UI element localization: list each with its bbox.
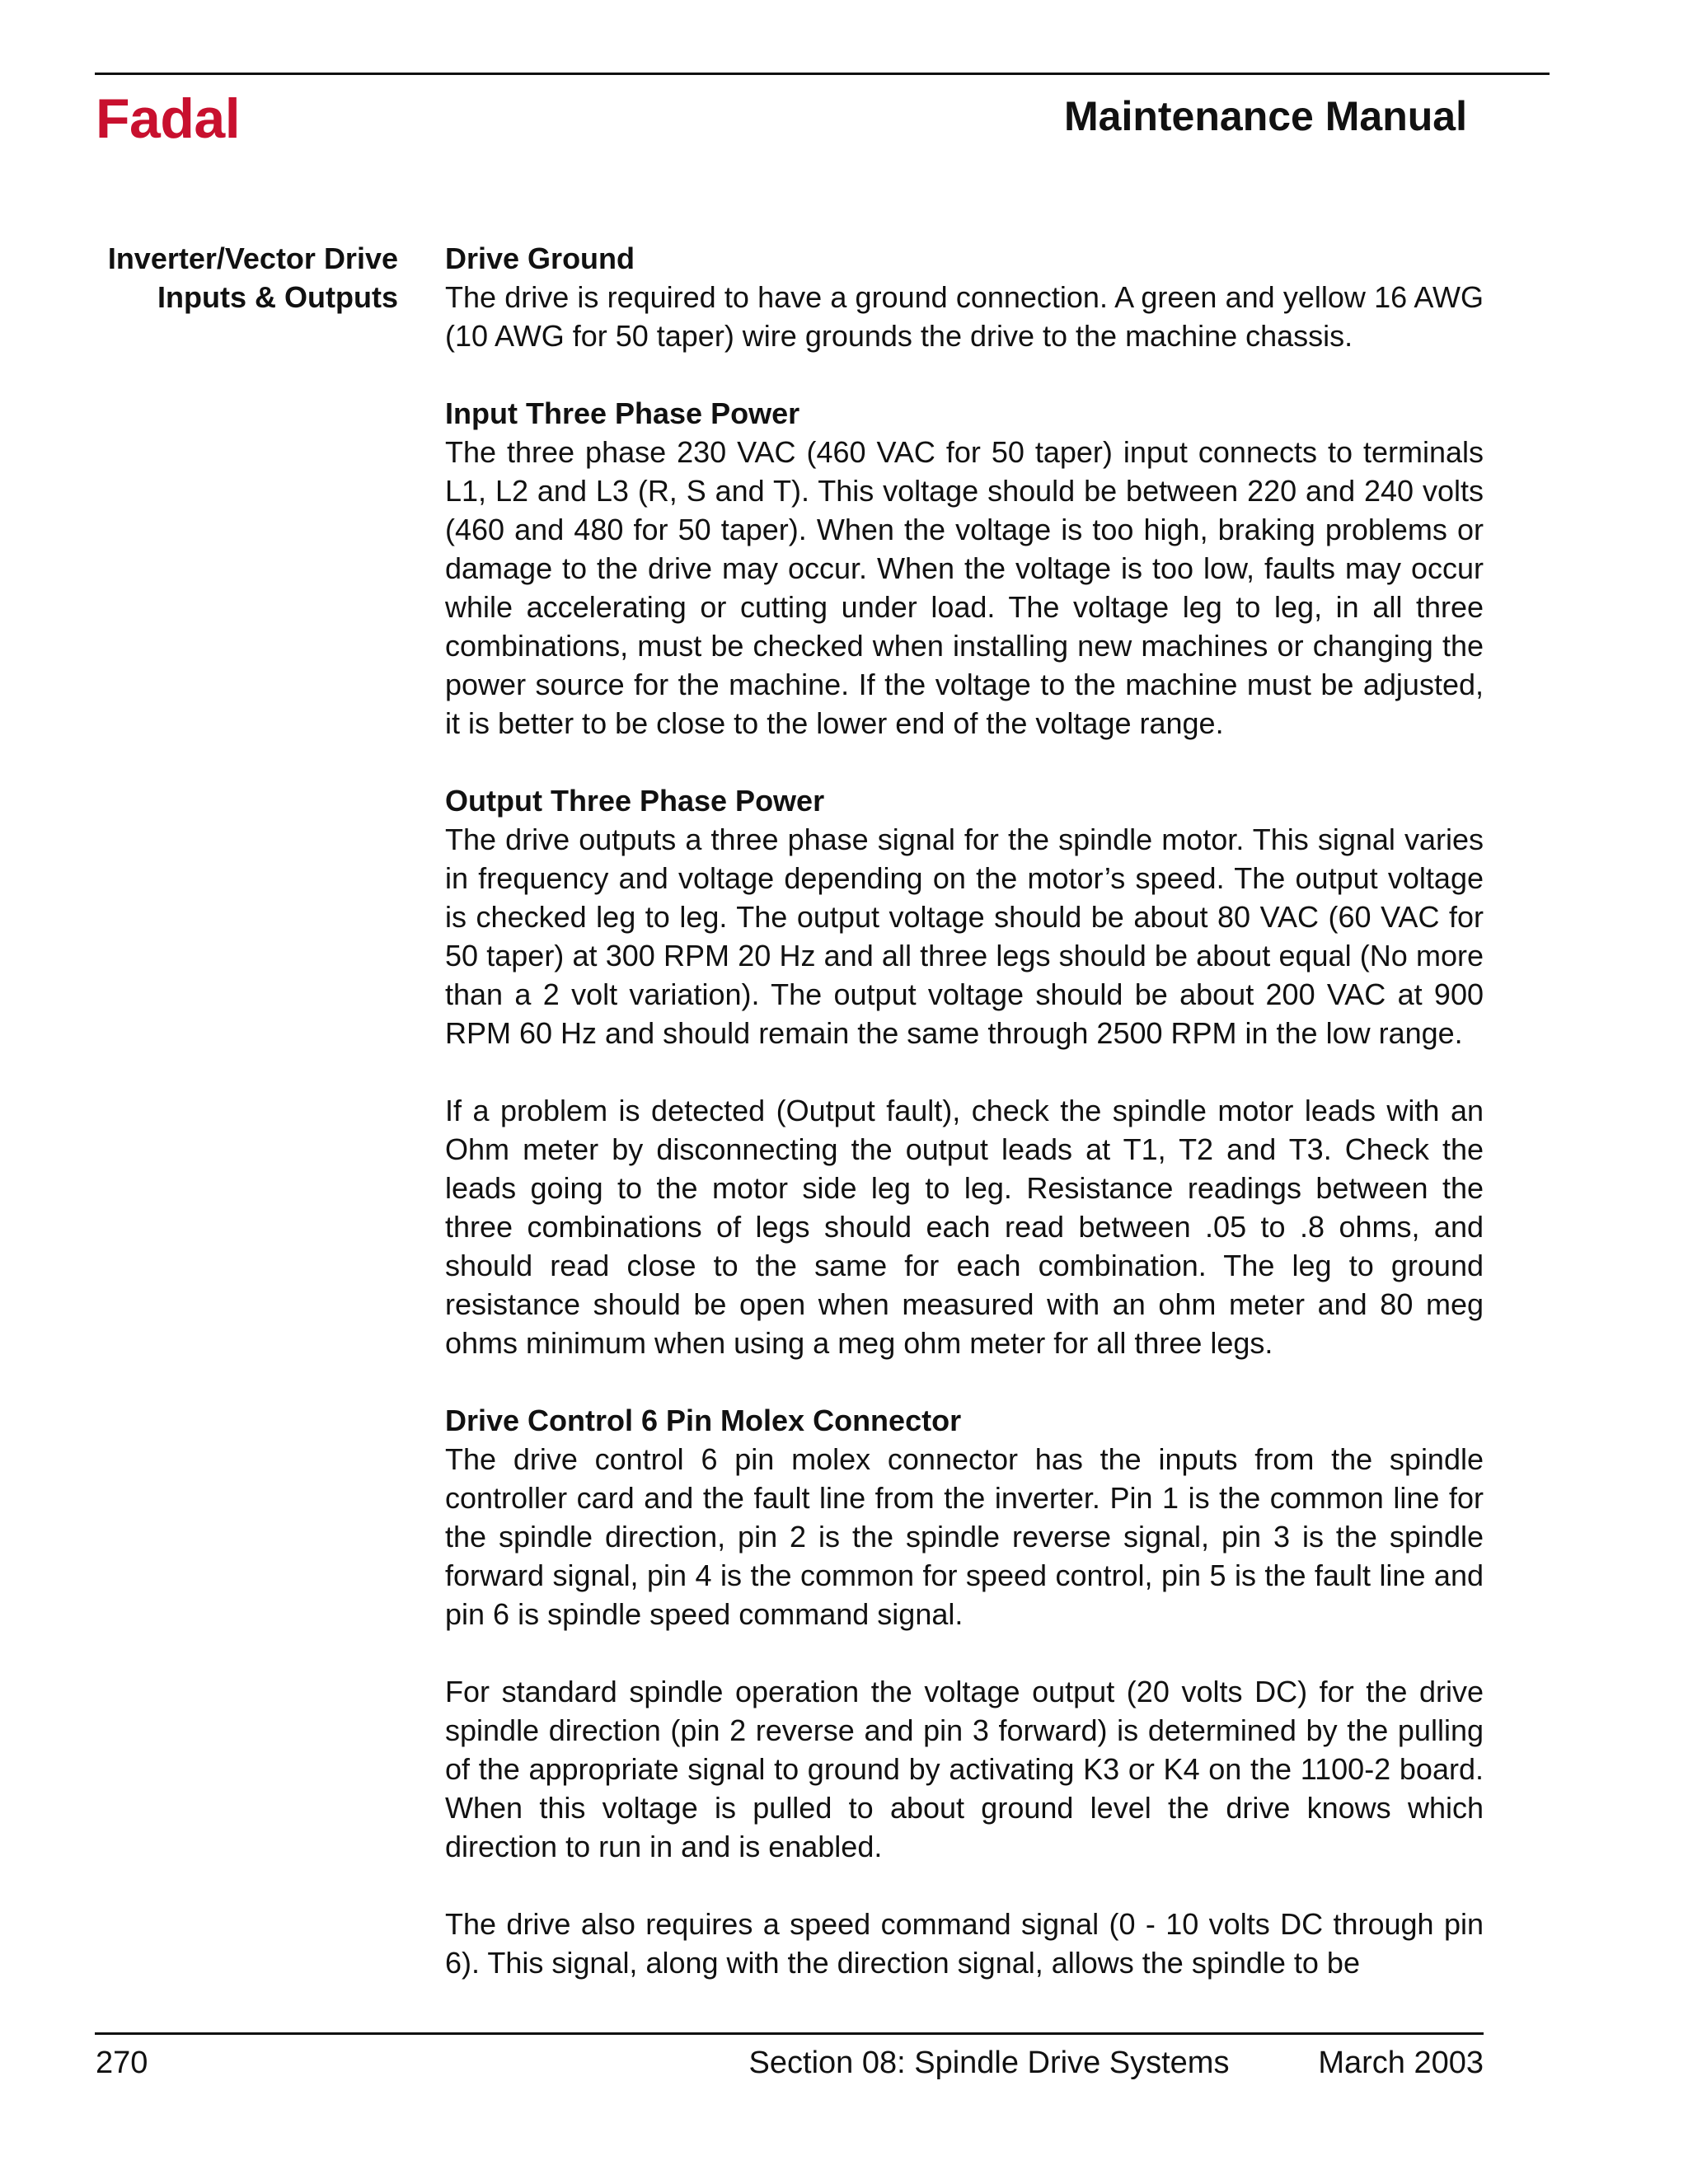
section-heading: Drive Ground [445, 241, 635, 275]
paragraph: The drive is required to have a ground connection. A green and yellow 16 AWG (10 AWG for 50 taper) wire grounds the drive to the machine chassis. [445, 280, 1484, 353]
section-drive-control-connector [445, 1401, 1484, 1982]
paragraph: The drive outputs a three phase signal for the spindle motor. This signal varies in frequency and voltage depending on the motor’s speed. The output voltage is checked leg to leg. The output voltage should be about 80 VAC (60 VAC for 50 taper) at 300 RPM 20 Hz and all three legs should be about equal (No more than a 2 volt variation). The output voltage should be about 200 VAC at 900 RPM 60 Hz and should remain the same through 2500 RPM in the low range. [445, 823, 1484, 1050]
brand-logo: Fadal [96, 87, 241, 150]
paragraph: The three phase 230 VAC (460 VAC for 50 taper) input connects to terminals L1, L2 and L3 (R, S and T). This voltage should be between 220 and 240 volts (460 and 480 for 50 taper). When the voltage is too high, braking problems or damage to the drive may occur. When the voltage is too low, faults may occur while accelerating or cutting under load. The voltage leg to leg, in all three combinations, must be checked when installing new machines or changing the power source for the machine. If the voltage to the machine must be adjusted, it is better to be close to the lower end of the voltage range. [445, 435, 1484, 740]
header-rule [95, 73, 1550, 75]
side-heading-line-2: Inputs & Outputs [157, 280, 398, 314]
section-heading: Input Three Phase Power [445, 396, 800, 430]
section-heading: Output Three Phase Power [445, 784, 825, 818]
page-number: 270 [96, 2046, 148, 2080]
main-content [445, 239, 1484, 1982]
section-heading: Drive Control 6 Pin Molex Connector [445, 1404, 962, 1437]
section-input-three-phase-power [445, 394, 1484, 743]
side-heading [85, 239, 398, 316]
footer-rule [95, 2032, 1484, 2035]
section-output-three-phase-power [445, 781, 1484, 1362]
manual-title: Maintenance Manual [1064, 93, 1467, 139]
paragraph: For standard spindle operation the voltage output (20 volts DC) for the drive spindle direction (pin 2 reverse and pin 3 forward) is determined by the pulling of the appropriate signal to ground by activating K3 or K4 on the 1100-2 board. When this voltage is pulled to about ground level the drive knows which direction to run in and is enabled. [445, 1675, 1484, 1863]
footer-section-title: Section 08: Spindle Drive Systems [748, 2046, 1230, 2080]
side-heading-line-1: Inverter/Vector Drive [107, 241, 398, 275]
paragraph: The drive also requires a speed command signal (0 - 10 volts DC through pin 6). This signal, along with the direction signal, allows the spindle to be [445, 1907, 1484, 1980]
paragraph: If a problem is detected (Output fault), check the spindle motor leads with an Ohm meter by disconnecting the output leads at T1, T2 and T3. Check the leads going to the motor side leg to leg. Resistance readings between the three combinations of legs should each read between .05 to .8 ohms, and should read close to the same for each combination. The leg to ground resistance should be open when measured with an ohm meter and 80 meg ohms minimum when using a meg ohm meter for all three legs. [445, 1094, 1484, 1360]
footer-date: March 2003 [1318, 2046, 1484, 2080]
paragraph: The drive control 6 pin molex connector has the inputs from the spindle controller card and the fault line from the inverter. Pin 1 is the common line for the spindle direction, pin 2 is the spindle reverse signal, pin 3 is the spindle forward signal, pin 4 is the common for speed control, pin 5 is the fault line and pin 6 is spindle speed command signal. [445, 1442, 1484, 1631]
section-drive-ground [445, 239, 1484, 355]
